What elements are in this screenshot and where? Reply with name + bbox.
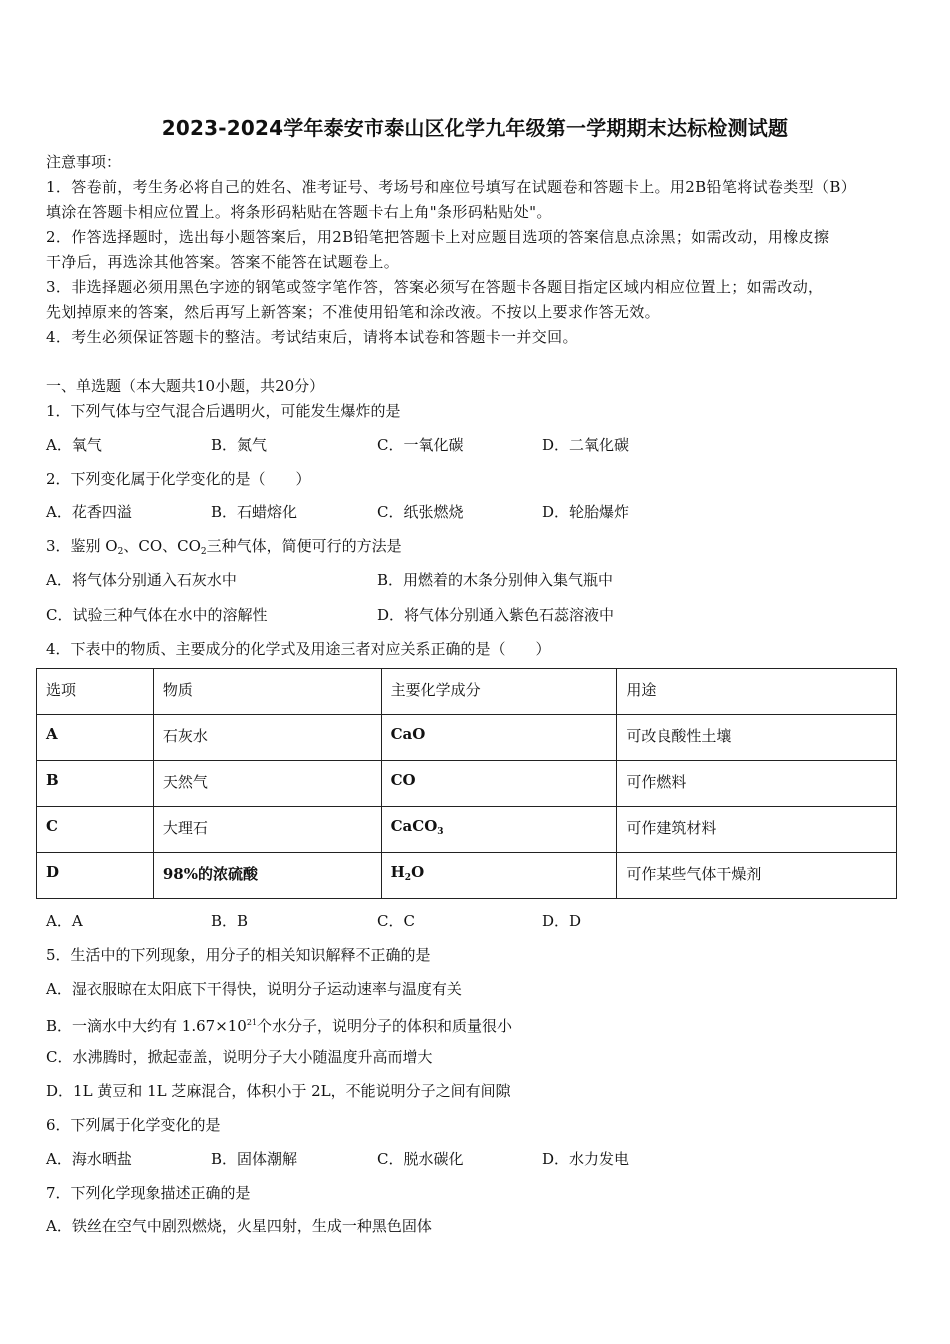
q6-option-b: B．固体潮解: [211, 1150, 298, 1168]
table-header-row: [37, 669, 897, 715]
q2-option-b: B．石蜡熔化: [211, 503, 298, 521]
q3-subscript: 2: [200, 547, 207, 557]
notice-line: 干净后，再选涂其他答案。答案不能答在试题卷上。: [46, 253, 400, 271]
notice-line: 先划掉原来的答案，然后再写上新答案；不准使用铅笔和涂改液。不按以上要求作答无效。: [46, 303, 661, 321]
notice-line: 3．非选择题必须用黑色字迹的钢笔或签字笔作答，答案必须写在答题卡各题目指定区域内相应位置上；如需改动，: [46, 278, 824, 296]
q3-option-b: B．用燃着的木条分别伸入集气瓶中: [377, 571, 614, 589]
q1-option-d: D．二氧化碳: [542, 436, 630, 454]
q6-option-a: A．海水晒盐: [46, 1150, 132, 1168]
formula-subscript: 3: [437, 827, 444, 837]
formula-text: CaO: [390, 725, 426, 743]
q5-option-c: C．水沸腾时，掀起壶盖，说明分子大小随温度升高而增大: [46, 1048, 433, 1066]
q5-b-exponent: 21: [246, 1018, 258, 1027]
q4-option-c: C．C: [377, 912, 415, 930]
q4-option-b: B．B: [211, 912, 249, 930]
q3-stem-part: 三种气体，简便可行的方法是: [206, 537, 402, 555]
table-header-cell: 物质: [153, 669, 381, 715]
formula-text: CaCO: [390, 817, 438, 835]
table-cell-formula: [381, 853, 617, 899]
notice-line: 1．答卷前，考生务必将自己的姓名、准考证号、考场号和座位号填写在试题卷和答题卡上。用2B铅笔将试卷类型（B）: [46, 178, 857, 196]
table-header-cell: 选项: [37, 669, 154, 715]
q3-option-d: D．将气体分别通入紫色石蕊溶液中: [377, 606, 615, 624]
q4-option-a: A．A: [46, 912, 83, 930]
notice-line: 4．考生必须保证答题卡的整洁。考试结束后，请将本试卷和答题卡一并交回。: [46, 328, 578, 346]
question-6-stem: 6．下列属于化学变化的是: [46, 1116, 221, 1134]
formula-text: CO: [390, 771, 416, 789]
page-title: 2023-2024学年泰安市泰山区化学九年级第一学期期末达标检测试题: [161, 116, 789, 140]
q6-option-c: C．脱水碳化: [377, 1150, 464, 1168]
question-5-stem: 5．生活中的下列现象，用分子的相关知识解释不正确的是: [46, 946, 431, 964]
table-cell-use: 可改良酸性土壤: [617, 715, 897, 761]
q1-option-b: B．氮气: [211, 436, 268, 454]
q1-option-a: A．氧气: [46, 436, 102, 454]
question-7-stem: 7．下列化学现象描述正确的是: [46, 1184, 251, 1202]
q7-option-a: A．铁丝在空气中剧烈燃烧，火星四射，生成一种黑色固体: [46, 1217, 432, 1235]
q5-option-a: A．湿衣服晾在太阳底下干得快，说明分子运动速率与温度有关: [46, 980, 462, 998]
q2-option-a: A．花香四溢: [46, 503, 132, 521]
q5-option-d: D．1L 黄豆和 1L 芝麻混合，体积小于 2L，不能说明分子之间有间隙: [46, 1082, 511, 1100]
formula-text: O: [411, 863, 425, 881]
question-2-stem: 2．下列变化属于化学变化的是（ ）: [46, 470, 311, 488]
table-cell-formula: [381, 807, 617, 853]
formula-text: H: [390, 863, 405, 881]
table-cell-option: D: [37, 853, 154, 899]
q1-option-c: C．一氧化碳: [377, 436, 464, 454]
q4-option-d: D．D: [542, 912, 582, 930]
table-row: [37, 807, 897, 853]
notice-line: 2．作答选择题时，选出每小题答案后，用2B铅笔把答题卡上对应题目选项的答案信息点涂黑；如需改动，用橡皮擦: [46, 228, 830, 246]
q5-b-text: 个水分子，说明分子的体积和质量很小: [257, 1017, 513, 1035]
table-cell-option: A: [37, 715, 154, 761]
q3-stem-part: 、CO、CO: [123, 537, 201, 555]
q3-stem-part: 3．鉴别 O: [46, 537, 118, 555]
table-cell-substance: 天然气: [153, 761, 381, 807]
table-cell-substance: 98%的浓硫酸: [153, 853, 381, 899]
q4-table: [36, 668, 897, 899]
table-cell-option: C: [37, 807, 154, 853]
q5-option-b: [46, 1013, 512, 1036]
q6-option-d: D．水力发电: [542, 1150, 630, 1168]
table-header-cell: 用途: [617, 669, 897, 715]
table-header-cell: 主要化学成分: [381, 669, 617, 715]
table-cell-use: 可作建筑材料: [617, 807, 897, 853]
notice-line: 填涂在答题卡相应位置上。将条形码粘贴在答题卡右上角"条形码粘贴处"。: [46, 203, 552, 221]
table-cell-option: B: [37, 761, 154, 807]
table-cell-use: 可作燃料: [617, 761, 897, 807]
notice-heading: 注意事项：: [46, 153, 122, 171]
table-cell-formula: [381, 761, 617, 807]
table-row: [37, 853, 897, 899]
q3-subscript: 2: [117, 547, 124, 557]
question-3-stem: [46, 536, 402, 562]
table-cell-substance: 石灰水: [153, 715, 381, 761]
q5-b-text: B．一滴水中大约有 1.67×10: [46, 1017, 247, 1035]
question-4-stem: 4．下表中的物质、主要成分的化学式及用途三者对应关系正确的是（ ）: [46, 640, 551, 658]
q3-option-a: A．将气体分别通入石灰水中: [46, 571, 237, 589]
section-heading: 一、单选题（本大题共10小题，共20分）: [46, 377, 325, 395]
table-cell-use: 可作某些气体干燥剂: [617, 853, 897, 899]
q2-option-c: C．纸张燃烧: [377, 503, 464, 521]
table-cell-substance: 大理石: [153, 807, 381, 853]
table-row: [37, 715, 897, 761]
q2-option-d: D．轮胎爆炸: [542, 503, 630, 521]
table-cell-formula: [381, 715, 617, 761]
formula-subscript: 2: [404, 873, 412, 883]
table-row: [37, 761, 897, 807]
q3-option-c: C．试验三种气体在水中的溶解性: [46, 606, 268, 624]
question-1-stem: 1．下列气体与空气混合后遇明火，可能发生爆炸的是: [46, 402, 401, 420]
